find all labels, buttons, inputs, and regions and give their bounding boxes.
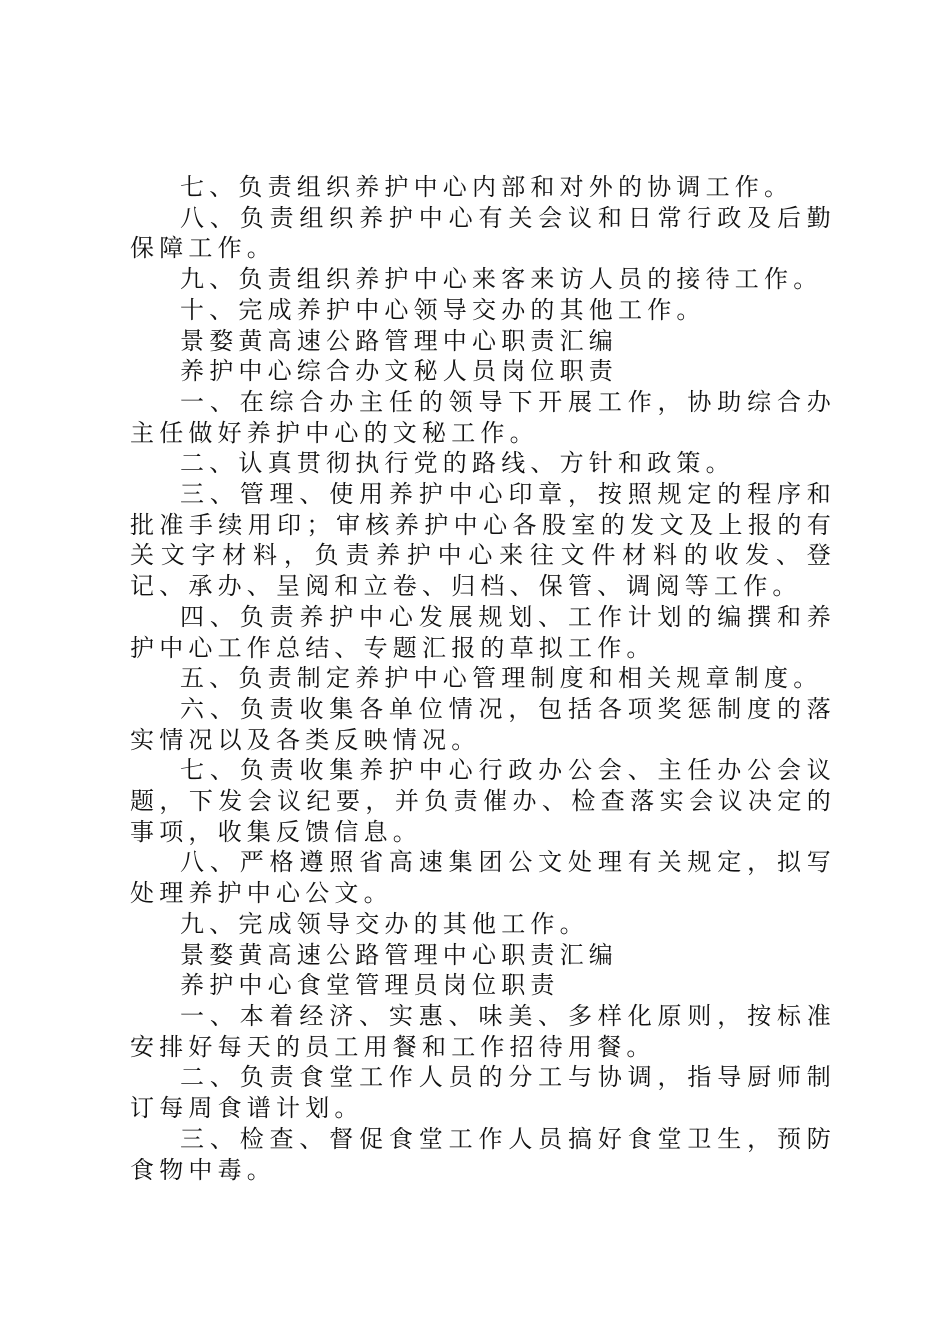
paragraph: 八、严格遵照省高速集团公文处理有关规定，拟写处理养护中心公文。 xyxy=(130,848,836,908)
paragraph: 九、完成领导交办的其他工作。 xyxy=(180,909,589,938)
section-title: 景婺黄高速公路管理中心职责汇编 xyxy=(180,940,618,969)
paragraph: 六、负责收集各单位情况，包括各项奖惩制度的落实情况以及各类反映情况。 xyxy=(130,694,836,754)
paragraph: 三、管理、使用养护中心印章，按照规定的程序和批准手续用印；审核养护中心各股室的发文及上报的有关文字材料，负责养护中心来往文件材料的收发、登记、承办、呈阅和立卷、归档、保管、调阅等工作。 xyxy=(130,480,836,601)
section-subtitle: 养护中心食堂管理员岗位职责 xyxy=(180,971,560,1000)
paragraph: 五、负责制定养护中心管理制度和相关规章制度。 xyxy=(180,664,823,693)
paragraph: 九、负责组织养护中心来客来访人员的接待工作。 xyxy=(180,265,823,294)
paragraph: 七、负责组织养护中心内部和对外的协调工作。 xyxy=(180,173,794,201)
paragraph: 二、认真贯彻执行党的路线、方针和政策。 xyxy=(180,449,735,478)
paragraph: 一、在综合办主任的领导下开展工作，协助综合办主任做好养护中心的文秘工作。 xyxy=(130,387,836,447)
section-title: 景婺黄高速公路管理中心职责汇编 xyxy=(180,326,618,355)
paragraph: 二、负责食堂工作人员的分工与协调，指导厨师制订每周食谱计划。 xyxy=(130,1063,836,1123)
paragraph: 三、检查、督促食堂工作人员搞好食堂卫生，预防食物中毒。 xyxy=(130,1124,836,1184)
paragraph: 七、负责收集养护中心行政办公会、主任办公会议题，下发会议纪要，并负责催办、检查落实会议决定的事项，收集反馈信息。 xyxy=(130,756,836,846)
section-subtitle: 养护中心综合办文秘人员岗位职责 xyxy=(180,357,618,386)
paragraph: 四、负责养护中心发展规划、工作计划的编撰和养护中心工作总结、专题汇报的草拟工作。 xyxy=(130,602,836,662)
paragraph: 一、本着经济、实惠、味美、多样化原则，按标准安排好每天的员工用餐和工作招待用餐。 xyxy=(130,1001,836,1061)
paragraph: 八、负责组织养护中心有关会议和日常行政及后勤保障工作。 xyxy=(130,203,836,263)
paragraph: 十、完成养护中心领导交办的其他工作。 xyxy=(180,295,706,324)
document-body xyxy=(130,172,836,1185)
